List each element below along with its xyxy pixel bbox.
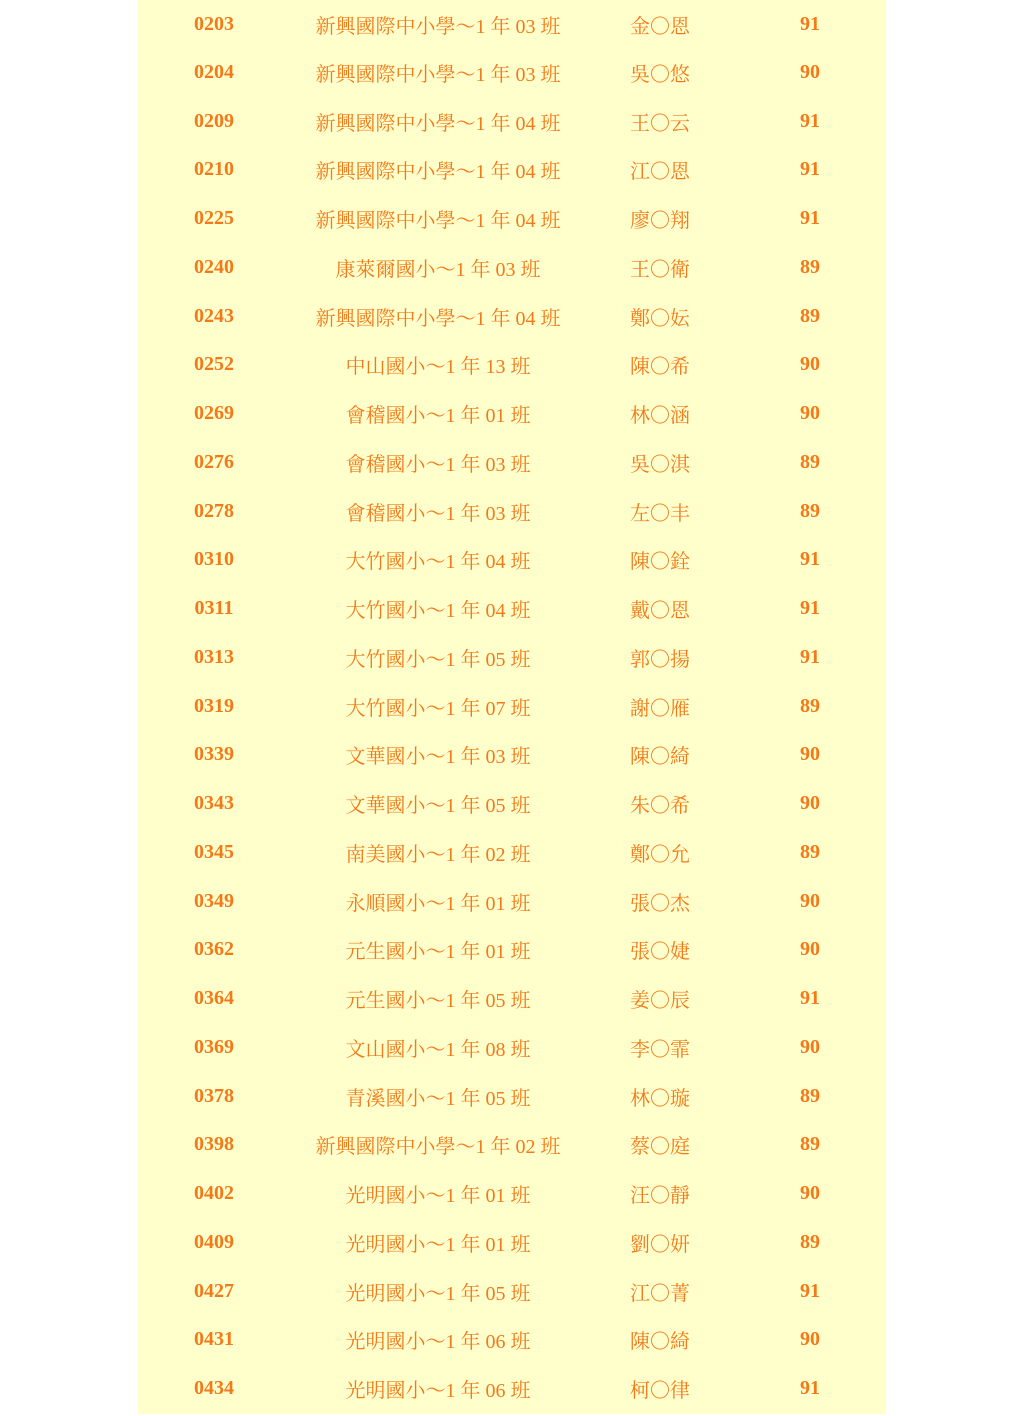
table-row <box>138 877 886 926</box>
table-row <box>138 1218 886 1267</box>
entry-id: 0276 <box>194 450 234 473</box>
entry-id: 0339 <box>194 743 234 766</box>
score: 91 <box>800 1377 820 1400</box>
school-class: 永順國小～1 年 01 班 <box>345 892 531 915</box>
table-row <box>138 438 886 487</box>
score: 91 <box>800 12 820 35</box>
entry-id: 0349 <box>194 889 234 912</box>
school-class: 新興國際中小學～1 年 03 班 <box>315 63 561 86</box>
score: 89 <box>800 840 820 863</box>
student-name: 鄭〇允 <box>630 843 690 866</box>
entry-id: 0252 <box>194 353 234 376</box>
table-row <box>138 146 886 195</box>
score: 90 <box>800 938 820 961</box>
student-name: 郭〇揚 <box>630 648 690 671</box>
score: 89 <box>800 1133 820 1156</box>
table-row <box>138 1267 886 1316</box>
entry-id: 0204 <box>194 60 234 83</box>
student-name: 吳〇悠 <box>630 63 690 86</box>
entry-id: 0203 <box>194 12 234 35</box>
table-row <box>138 1072 886 1121</box>
school-class: 會稽國小～1 年 03 班 <box>345 502 531 525</box>
table-row <box>138 341 886 390</box>
student-name: 柯〇律 <box>630 1380 690 1403</box>
student-name: 陳〇希 <box>630 356 690 379</box>
student-name: 蔡〇庭 <box>630 1136 690 1159</box>
score: 90 <box>800 1328 820 1351</box>
table-row <box>138 584 886 633</box>
entry-id: 0343 <box>194 792 234 815</box>
entry-id: 0409 <box>194 1230 234 1253</box>
student-name: 陳〇綺 <box>630 746 690 769</box>
score: 90 <box>800 1182 820 1205</box>
score: 89 <box>800 499 820 522</box>
student-name: 江〇菁 <box>630 1282 690 1305</box>
score: 90 <box>800 1035 820 1058</box>
school-class: 新興國際中小學～1 年 04 班 <box>315 210 561 233</box>
score: 91 <box>800 645 820 668</box>
school-class: 南美國小～1 年 02 班 <box>345 843 531 866</box>
score: 89 <box>800 1230 820 1253</box>
school-class: 大竹國小～1 年 04 班 <box>345 551 531 574</box>
table-row <box>138 1169 886 1218</box>
table-row <box>138 48 886 97</box>
school-class: 文華國小～1 年 05 班 <box>345 795 531 818</box>
table-row <box>138 682 886 731</box>
score: 91 <box>800 109 820 132</box>
school-class: 新興國際中小學～1 年 04 班 <box>315 161 561 184</box>
score: 90 <box>800 743 820 766</box>
table-row <box>138 1364 886 1413</box>
entry-id: 0434 <box>194 1377 234 1400</box>
school-class: 文華國小～1 年 03 班 <box>345 746 531 769</box>
entry-id: 0278 <box>194 499 234 522</box>
score: 90 <box>800 60 820 83</box>
student-name: 鄭〇妘 <box>630 307 690 330</box>
school-class: 元生國小～1 年 05 班 <box>345 990 531 1013</box>
student-name: 廖〇翔 <box>630 210 690 233</box>
school-class: 文山國小～1 年 08 班 <box>345 1038 531 1061</box>
school-class: 元生國小～1 年 01 班 <box>345 941 531 964</box>
school-class: 中山國小～1 年 13 班 <box>345 356 531 379</box>
table-row <box>138 974 886 1023</box>
entry-id: 0240 <box>194 255 234 278</box>
score: 89 <box>800 1084 820 1107</box>
table-row <box>138 779 886 828</box>
school-class: 新興國際中小學～1 年 03 班 <box>315 15 561 38</box>
entry-id: 0431 <box>194 1328 234 1351</box>
entry-id: 0209 <box>194 109 234 132</box>
student-name: 王〇衛 <box>630 258 690 281</box>
score: 90 <box>800 792 820 815</box>
score: 91 <box>800 158 820 181</box>
student-name: 吳〇淇 <box>630 453 690 476</box>
table-row <box>138 389 886 438</box>
score: 91 <box>800 548 820 571</box>
table-row <box>138 194 886 243</box>
school-class: 會稽國小～1 年 03 班 <box>345 453 531 476</box>
table-row <box>138 731 886 780</box>
entry-id: 0345 <box>194 840 234 863</box>
entry-id: 0313 <box>194 645 234 668</box>
score: 89 <box>800 694 820 717</box>
score: 90 <box>800 402 820 425</box>
entry-id: 0364 <box>194 987 234 1010</box>
student-name: 劉〇妍 <box>630 1233 690 1256</box>
table-row <box>138 97 886 146</box>
score: 91 <box>800 207 820 230</box>
student-name: 金〇恩 <box>630 15 690 38</box>
entry-id: 0210 <box>194 158 234 181</box>
table-row <box>138 243 886 292</box>
student-name: 江〇恩 <box>630 161 690 184</box>
school-class: 光明國小～1 年 06 班 <box>345 1331 531 1354</box>
score: 89 <box>800 450 820 473</box>
student-name: 張〇杰 <box>630 892 690 915</box>
table-row <box>138 0 886 48</box>
school-class: 康萊爾國小～1 年 03 班 <box>335 258 541 281</box>
school-class: 大竹國小～1 年 07 班 <box>345 697 531 720</box>
student-name: 張〇婕 <box>630 941 690 964</box>
school-class: 光明國小～1 年 01 班 <box>345 1233 531 1256</box>
school-class: 光明國小～1 年 01 班 <box>345 1185 531 1208</box>
student-name: 汪〇靜 <box>630 1185 690 1208</box>
student-name: 林〇璇 <box>630 1087 690 1110</box>
entry-id: 0269 <box>194 402 234 425</box>
table-row <box>138 828 886 877</box>
entry-id: 0311 <box>194 597 234 620</box>
table-row <box>138 536 886 585</box>
score: 90 <box>800 889 820 912</box>
score: 91 <box>800 1279 820 1302</box>
entry-id: 0319 <box>194 694 234 717</box>
score: 91 <box>800 987 820 1010</box>
table-row <box>138 633 886 682</box>
entry-id: 0310 <box>194 548 234 571</box>
entry-id: 0402 <box>194 1182 234 1205</box>
student-name: 朱〇希 <box>630 795 690 818</box>
table-row <box>138 1316 886 1365</box>
school-class: 青溪國小～1 年 05 班 <box>345 1087 531 1110</box>
table-row <box>138 487 886 536</box>
student-name: 林〇涵 <box>630 405 690 428</box>
student-name: 陳〇綺 <box>630 1331 690 1354</box>
table-row <box>138 1023 886 1072</box>
school-class: 新興國際中小學～1 年 02 班 <box>315 1136 561 1159</box>
score: 89 <box>800 255 820 278</box>
results-table-body <box>138 0 886 1413</box>
school-class: 新興國際中小學～1 年 04 班 <box>315 307 561 330</box>
score: 90 <box>800 353 820 376</box>
entry-id: 0225 <box>194 207 234 230</box>
results-table <box>138 0 886 1413</box>
school-class: 大竹國小～1 年 05 班 <box>345 648 531 671</box>
school-class: 光明國小～1 年 06 班 <box>345 1380 531 1403</box>
entry-id: 0427 <box>194 1279 234 1302</box>
student-name: 王〇云 <box>630 112 690 135</box>
student-name: 左〇丰 <box>630 502 690 525</box>
student-name: 謝〇雁 <box>630 697 690 720</box>
entry-id: 0378 <box>194 1084 234 1107</box>
school-class: 會稽國小～1 年 01 班 <box>345 405 531 428</box>
school-class: 光明國小～1 年 05 班 <box>345 1282 531 1305</box>
student-name: 陳〇銓 <box>630 551 690 574</box>
score: 89 <box>800 304 820 327</box>
table-row <box>138 292 886 341</box>
results-panel <box>138 0 886 1414</box>
entry-id: 0243 <box>194 304 234 327</box>
student-name: 戴〇恩 <box>630 600 690 623</box>
student-name: 李〇霏 <box>630 1038 690 1061</box>
school-class: 大竹國小～1 年 04 班 <box>345 600 531 623</box>
table-row <box>138 926 886 975</box>
entry-id: 0362 <box>194 938 234 961</box>
entry-id: 0398 <box>194 1133 234 1156</box>
student-name: 姜〇辰 <box>630 990 690 1013</box>
table-row <box>138 1121 886 1170</box>
score: 91 <box>800 597 820 620</box>
entry-id: 0369 <box>194 1035 234 1058</box>
school-class: 新興國際中小學～1 年 04 班 <box>315 112 561 135</box>
